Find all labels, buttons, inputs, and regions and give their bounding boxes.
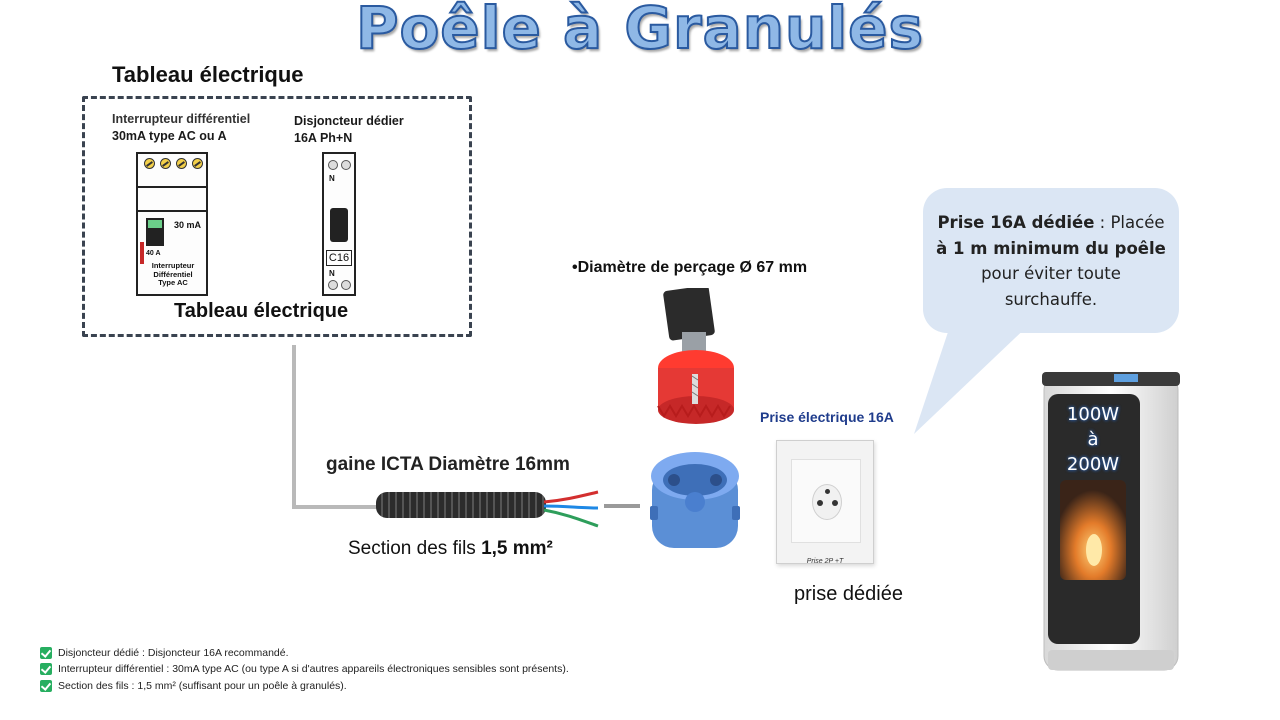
rcd-module xyxy=(136,152,208,296)
outlet-plate-caption: Prise 2P +T xyxy=(806,558,844,565)
notes-list xyxy=(40,645,569,694)
bubble-tail xyxy=(912,320,1042,436)
stove-power-label xyxy=(1048,402,1138,478)
earth-pin xyxy=(825,489,830,494)
note-text: Disjoncteur dédié : Disjoncteur 16A recommandé. xyxy=(58,647,289,659)
screw-icon xyxy=(192,158,203,169)
wire-section-prefix: Section des fils xyxy=(348,538,482,559)
panel-heading: Tableau électrique xyxy=(112,62,304,87)
bubble-line3: pour éviter toute xyxy=(981,264,1121,284)
note-text: Interrupteur différentiel : 30mA type AC (ou type A si d'autres appareils électroniques sensibles sont présents). xyxy=(58,663,569,676)
wire-path-horizontal xyxy=(292,505,382,509)
drill-diameter-label: •Diamètre de perçage Ø 67 mm xyxy=(572,259,808,276)
stove-power-line1: 100W xyxy=(1066,404,1120,425)
screw-icon xyxy=(176,158,187,169)
rcd-amp: 40 A xyxy=(146,250,161,257)
rcd-rating: 30 mA xyxy=(174,220,202,230)
breaker-module xyxy=(322,152,356,296)
terminal-icon xyxy=(341,160,351,170)
breaker-label-line1: Disjoncteur dédier xyxy=(294,114,404,128)
rcd-indicator xyxy=(140,242,144,264)
junction-box-icon xyxy=(644,446,746,558)
breaker-label-line2: 16A Ph+N xyxy=(294,130,353,145)
outlet-face xyxy=(812,484,842,520)
rcd-name-line1: Interrupteur xyxy=(151,261,195,270)
bubble-bold2: à 1 m minimum du poêle xyxy=(936,238,1166,258)
neutral-mark-bottom: N xyxy=(329,269,335,278)
terminal-icon xyxy=(328,160,338,170)
rcd-name-line3: Type AC xyxy=(158,278,188,288)
outlet-pin xyxy=(817,500,823,506)
dedicated-outlet-label: prise dédiée xyxy=(794,583,903,605)
rcd-terminals xyxy=(138,154,206,188)
note-text: Section des fils : 1,5 mm² (suffisant pour un poêle à granulés). xyxy=(58,679,347,692)
rcd-mid-band xyxy=(138,190,206,212)
screw-icon xyxy=(144,158,155,169)
bubble-line1 xyxy=(935,210,1167,236)
rcd-name xyxy=(140,262,206,288)
rcd-front xyxy=(138,214,206,296)
terminal-icon xyxy=(341,280,351,290)
conduit-label: gaine ICTA Diamètre 16mm xyxy=(326,454,570,475)
outlet-advice-bubble xyxy=(923,188,1179,333)
outlet-icon xyxy=(776,440,874,564)
breaker-marking: C16 xyxy=(326,250,352,266)
stove-power-line3: 200W xyxy=(1066,454,1120,476)
bubble-line2 xyxy=(935,236,1167,262)
note-item xyxy=(40,661,569,677)
stove-power-line2: à xyxy=(1087,429,1099,451)
check-icon xyxy=(40,663,52,675)
screw-icon xyxy=(160,158,171,169)
rcd-label-line2: 30mA type AC ou A xyxy=(112,128,227,143)
check-icon xyxy=(40,647,52,659)
rcd-label-line1: Interrupteur différentiel xyxy=(112,112,251,126)
rcd-label xyxy=(112,111,250,145)
panel-caption: Tableau électrique xyxy=(174,300,349,322)
rcd-name-line2: Différentiel xyxy=(153,269,193,279)
bubble-text1: : Placée xyxy=(1094,213,1165,232)
outlet-label: Prise électrique 16A xyxy=(760,409,894,425)
terminal-icon xyxy=(328,280,338,290)
note-item xyxy=(40,645,569,661)
breaker-lever xyxy=(330,208,348,242)
bubble-line4: surchauffe. xyxy=(1004,289,1098,309)
rcd-lever xyxy=(146,218,164,246)
neutral-mark-top: N xyxy=(329,174,335,183)
wire-section-value: 1,5 mm² xyxy=(481,538,553,559)
wire-section-label xyxy=(348,538,553,560)
wire-path-vertical xyxy=(292,345,296,509)
bubble-bold1: Prise 16A dédiée xyxy=(937,213,1095,232)
note-item xyxy=(40,678,569,694)
check-icon xyxy=(40,680,52,692)
breaker-label xyxy=(294,113,404,147)
outlet-plate xyxy=(791,459,861,543)
conduit-icon xyxy=(376,478,606,538)
page-title: Poêle à Granulés xyxy=(355,0,925,62)
connection-dash xyxy=(604,504,640,508)
hole-saw-icon xyxy=(648,288,748,440)
outlet-pin xyxy=(832,500,838,506)
